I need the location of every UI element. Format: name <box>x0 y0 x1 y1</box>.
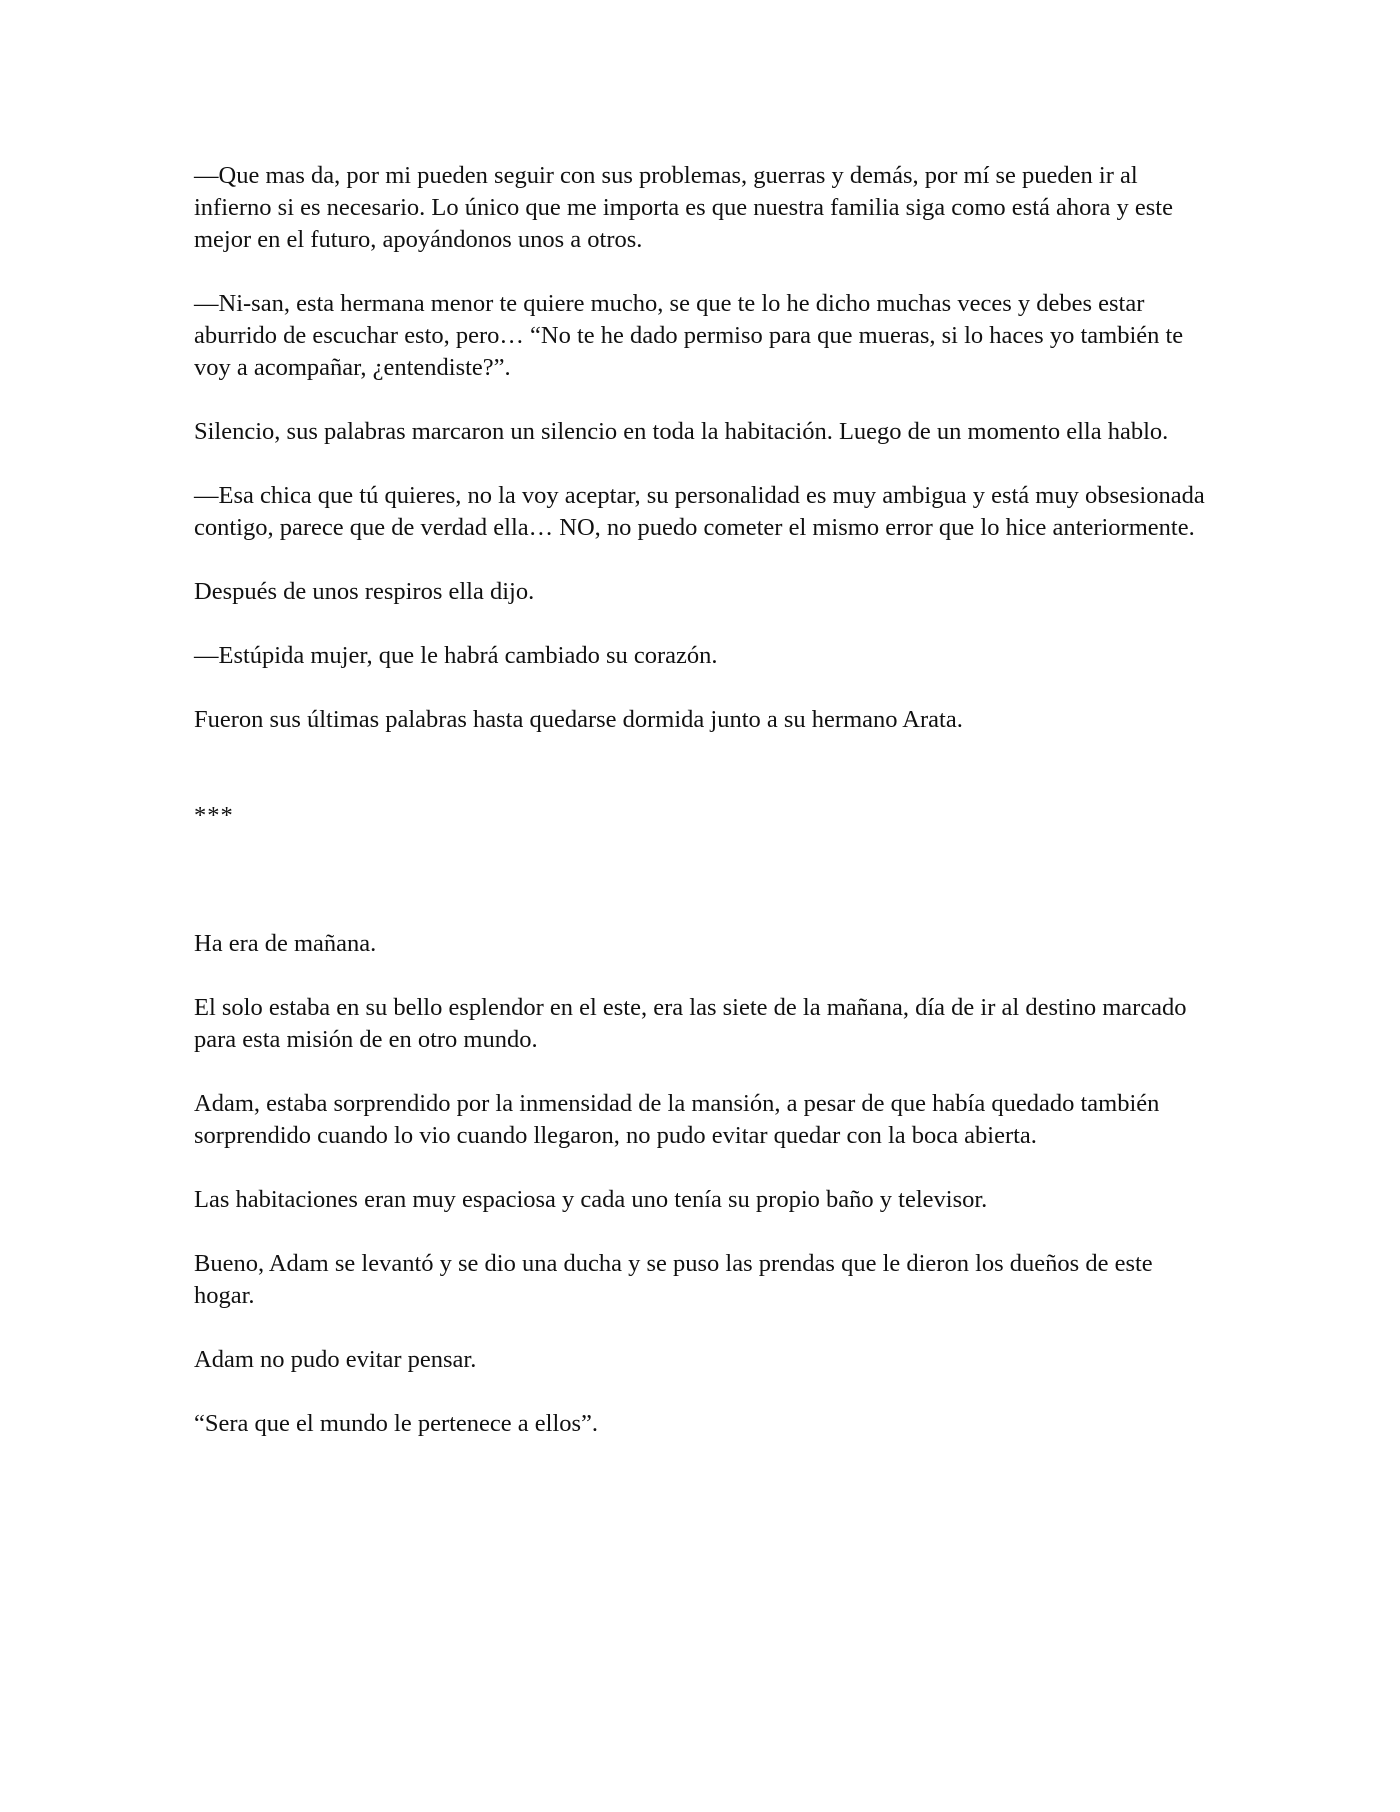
paragraph: —Esa chica que tú quieres, no la voy aceptar, su personalidad es muy ambigua y está muy obsesionada contigo, parece que de verdad ella… NO, no puedo cometer el mismo error que lo hice anteriormente. <box>194 482 1205 541</box>
paragraph: El solo estaba en su bello esplendor en el este, era las siete de la mañana, día de ir al destino marcado para esta misión de en otro mundo. <box>194 994 1187 1053</box>
paragraph: —Ni-san, esta hermana menor te quiere mucho, se que te lo he dicho muchas veces y debes estar aburrido de escuchar esto, pero… “No te he dado permiso para que mueras, si lo haces yo también te voy a acompañar, ¿entendiste?”. <box>194 290 1184 381</box>
document-body <box>194 160 1214 1472</box>
paragraph: Bueno, Adam se levantó y se dio una ducha y se puso las prendas que le dieron los dueños de este hogar. <box>194 1250 1153 1309</box>
paragraph: “Sera que el mundo le pertenece a ellos”. <box>194 1410 599 1437</box>
paragraph: Adam, estaba sorprendido por la inmensidad de la mansión, a pesar de que había quedado también sorprendido cuando lo vio cuando llegaron, no pudo evitar quedar con la boca abierta. <box>194 1090 1160 1149</box>
paragraph: Las habitaciones eran muy espaciosa y cada uno tenía su propio baño y televisor. <box>194 1186 988 1213</box>
paragraph: Ha era de mañana. <box>194 930 377 957</box>
paragraph: Después de unos respiros ella dijo. <box>194 578 535 605</box>
paragraph: Adam no pudo evitar pensar. <box>194 1346 477 1373</box>
paragraph: —Que mas da, por mi pueden seguir con sus problemas, guerras y demás, por mí se pueden ir al infierno si es necesario. Lo único que me importa es que nuestra familia siga como está ahora y este mejor en el futuro, apoyándonos unos a otros. <box>194 162 1173 253</box>
paragraph: Silencio, sus palabras marcaron un silencio en toda la habitación. Luego de un momento ella hablo. <box>194 418 1169 445</box>
paragraph: Fueron sus últimas palabras hasta quedarse dormida junto a su hermano Arata. <box>194 706 963 733</box>
paragraph: —Estúpida mujer, que le habrá cambiado su corazón. <box>194 642 718 669</box>
scene-separator: *** <box>194 802 234 829</box>
